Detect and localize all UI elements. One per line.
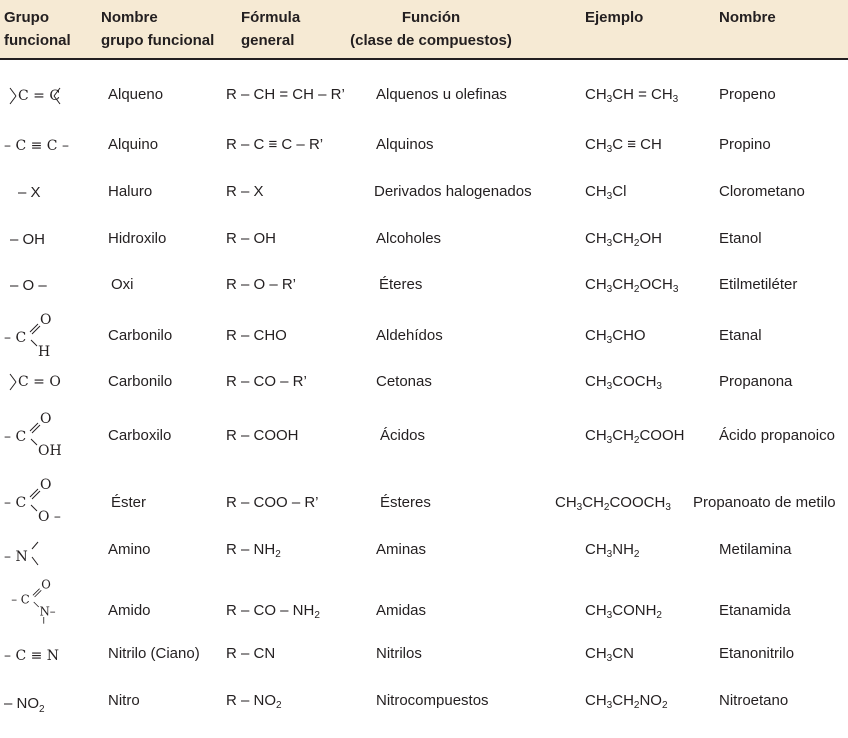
- header-text: general: [241, 32, 295, 49]
- cell-ejemplo: $CH_3Cl$: [585, 183, 627, 202]
- header-text: Grupo: [4, 9, 49, 26]
- group-text: – C: [4, 495, 27, 511]
- cell-nombre-grupo: Alquino: [108, 136, 159, 153]
- cell-ejemplo: $CH_3CONH_2$: [585, 602, 662, 621]
- group-alkene-structure: [0, 80, 95, 130]
- cell-nombre: Propanona: [719, 373, 793, 390]
- subscript: 3: [606, 549, 613, 560]
- group-amide-structure: [0, 577, 95, 627]
- subscript: 3: [606, 335, 613, 346]
- cell-funcion: Nitrocompuestos: [376, 692, 489, 709]
- group-ester-structure: [0, 473, 95, 523]
- cell-funcion: Éteres: [379, 276, 423, 293]
- cell-nombre-grupo: Nitrilo (Ciano): [108, 645, 200, 662]
- subscript: 3: [606, 700, 613, 711]
- subscript: 2: [633, 435, 640, 446]
- cell-nombre: Propanoato de metilo: [693, 494, 836, 511]
- cell-nombre: Etanamida: [719, 602, 791, 619]
- cell-nombre: Etanal: [719, 327, 762, 344]
- subscript: 2: [633, 238, 640, 249]
- group-carboxyl-structure: [0, 407, 95, 457]
- group-text: – N: [4, 549, 28, 565]
- group-text: O: [40, 312, 52, 328]
- cell-formula: R – CO – R’: [226, 373, 307, 390]
- subscript: 3: [606, 381, 613, 392]
- header-text: (clase de compuestos): [350, 32, 512, 49]
- header-text: Fórmula: [241, 9, 301, 26]
- cell-ejemplo: $CH_3CH_2NO_2$: [585, 692, 668, 711]
- subscript: 3: [606, 94, 613, 105]
- cell-formula: R – COO – R’: [226, 494, 319, 511]
- group-text: – X: [18, 184, 41, 201]
- group-text: C = O: [18, 374, 61, 390]
- group-text: OH: [38, 443, 62, 459]
- cell-nombre: Metilamina: [719, 541, 792, 558]
- subscript: 2: [314, 610, 320, 621]
- cell-ejemplo: $CH_3CH_2COOCH_3$: [555, 494, 671, 513]
- cell-nombre: Etanonitrilo: [719, 645, 795, 662]
- cell-ejemplo: $CH_3CH = CH_3$: [585, 86, 679, 105]
- header-text: Ejemplo: [585, 9, 644, 26]
- subscript: 2: [275, 549, 281, 560]
- subscript: 3: [606, 653, 613, 664]
- cell-nombre-grupo: Hidroxilo: [108, 230, 167, 247]
- subscript: 3: [672, 284, 679, 295]
- cell-formula: R – CHO: [226, 327, 287, 344]
- cell-nombre: Propeno: [719, 86, 776, 103]
- cell-formula: R – $NH_2$: [226, 541, 281, 560]
- group-text: H: [38, 344, 51, 360]
- header-nombre-grupo: [101, 6, 214, 52]
- cell-ejemplo: $CH_3CN$: [585, 645, 634, 664]
- cell-formula: R – CO – $NH_2$: [226, 602, 320, 621]
- header-ejemplo: [585, 6, 643, 29]
- cell-funcion: Ácidos: [380, 427, 426, 444]
- cell-funcion: Nitrilos: [376, 645, 422, 662]
- subscript: 2: [603, 502, 610, 513]
- subscript: 2: [276, 700, 282, 711]
- group-nitrile-structure: [0, 640, 95, 690]
- cell-funcion: Alquinos: [376, 136, 434, 153]
- subscript: 3: [656, 381, 662, 392]
- cell-nombre-grupo: Éster: [111, 494, 147, 511]
- group-text: – C ≡ C –: [4, 138, 69, 154]
- group-text: O: [41, 577, 51, 592]
- cell-nombre-grupo: Oxi: [111, 276, 134, 293]
- cell-funcion: Derivados halogenados: [374, 183, 532, 200]
- group-text: – C: [4, 429, 27, 445]
- group-alkyne-structure: [0, 130, 95, 180]
- cell-ejemplo: $CH_3COCH_3$: [585, 373, 662, 392]
- subscript: 3: [606, 284, 613, 295]
- subscript: 3: [606, 238, 613, 249]
- group-text: – OH: [10, 231, 46, 248]
- cell-formula: R – C ≡ C – R’: [226, 136, 324, 153]
- cell-formula: R – X: [226, 183, 264, 200]
- cell-funcion: Alcoholes: [376, 230, 442, 247]
- cell-nombre: Etanol: [719, 230, 762, 247]
- group-text: O –: [38, 509, 61, 525]
- cell-funcion: Aminas: [376, 541, 427, 558]
- group-hydroxyl-structure: [0, 224, 95, 274]
- cell-nombre-grupo: Carbonilo: [108, 327, 173, 344]
- subscript: 2: [633, 549, 640, 560]
- header-grupo-funcional: [4, 6, 71, 52]
- header-text: grupo funcional: [101, 32, 215, 49]
- subscript: 2: [661, 700, 668, 711]
- cell-funcion: Cetonas: [376, 373, 432, 390]
- subscript: 3: [576, 502, 583, 513]
- group-nitro-structure: [0, 688, 95, 738]
- header-formula-general: [241, 6, 300, 52]
- cell-formula: R – $NO_2$: [226, 692, 282, 711]
- cell-nombre: Clorometano: [719, 183, 805, 200]
- cell-ejemplo: $CH_3CHO$: [585, 327, 646, 346]
- cell-funcion: Aldehídos: [376, 327, 443, 344]
- header-nombre: [719, 6, 776, 29]
- table-header: [0, 0, 848, 60]
- subscript: 2: [656, 610, 662, 621]
- subscript: 3: [606, 435, 613, 446]
- cell-funcion: Alquenos u olefinas: [376, 86, 507, 103]
- subscript: 2: [633, 700, 640, 711]
- cell-formula: R – OH: [226, 230, 277, 247]
- group-text: O: [40, 477, 52, 493]
- cell-nombre-grupo: Nitro: [108, 692, 140, 709]
- group-text: C = C: [18, 88, 61, 104]
- cell-nombre-grupo: Amido: [108, 602, 151, 619]
- subscript: 3: [665, 502, 671, 513]
- header-text: Nombre: [101, 9, 158, 26]
- group-halide-structure: [0, 177, 95, 227]
- cell-nombre: Nitroetano: [719, 692, 789, 709]
- cell-nombre: Propino: [719, 136, 771, 153]
- header-text: Función: [401, 9, 461, 26]
- cell-ejemplo: $CH_3CH_2COOH$: [585, 427, 685, 446]
- cell-formula: R – CH = CH – R’: [226, 86, 345, 103]
- cell-formula: R – CN: [226, 645, 276, 662]
- cell-ejemplo: $CH_3CH_2OCH_3$: [585, 276, 679, 295]
- cell-ejemplo: $CH_3C$ ≡ CH: [585, 136, 662, 155]
- cell-funcion: Ésteres: [380, 494, 431, 511]
- group-text: – $NO_2$: [4, 695, 45, 715]
- group-text: – C: [4, 330, 27, 346]
- cell-nombre-grupo: Carbonilo: [108, 373, 173, 390]
- header-funcion: [345, 6, 517, 52]
- cell-nombre-grupo: Alqueno: [108, 86, 164, 103]
- cell-formula: R – O – R’: [226, 276, 297, 293]
- group-text: N–: [39, 604, 56, 619]
- cell-ejemplo: $CH_3CH_2OH$: [585, 230, 662, 249]
- group-text: – O –: [10, 277, 47, 294]
- subscript: 3: [606, 144, 613, 155]
- cell-nombre-grupo: Haluro: [108, 183, 153, 200]
- header-text: Nombre: [719, 9, 776, 26]
- subscript: 3: [606, 191, 613, 202]
- subscript: 2: [633, 284, 640, 295]
- cell-funcion: Amidas: [376, 602, 427, 619]
- header-text: funcional: [4, 32, 71, 49]
- cell-ejemplo: $CH_3NH_2$: [585, 541, 640, 560]
- cell-nombre-grupo: Amino: [108, 541, 151, 558]
- group-text: – C ≡ N: [4, 648, 60, 664]
- cell-formula: R – COOH: [226, 427, 299, 444]
- group-aldehyde-structure: [0, 308, 95, 358]
- group-text: – C: [11, 592, 30, 607]
- cell-nombre-grupo: Carboxilo: [108, 427, 172, 444]
- group-text: O: [40, 411, 52, 427]
- cell-nombre: Ácido propanoico: [719, 427, 835, 444]
- cell-nombre: Etilmetiléter: [719, 276, 798, 293]
- subscript: 3: [606, 610, 613, 621]
- subscript: 3: [672, 94, 679, 105]
